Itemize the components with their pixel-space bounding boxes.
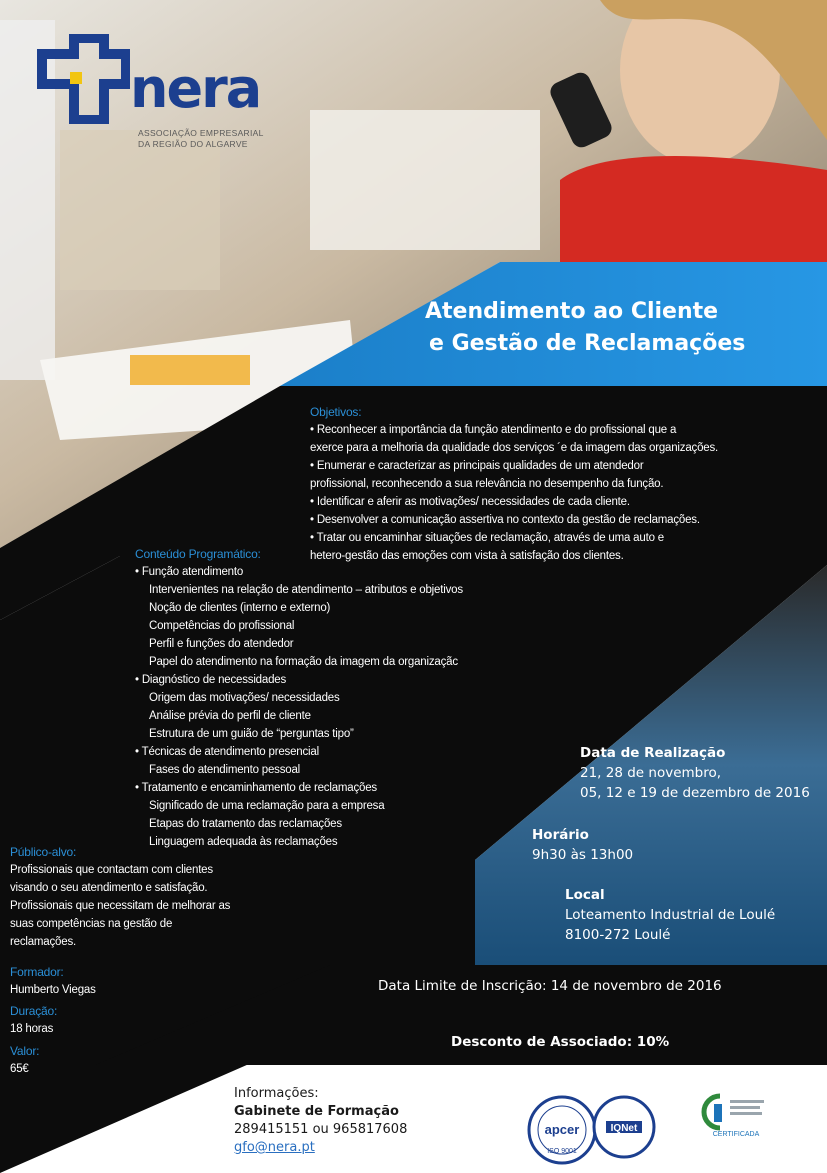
iqnet-label: IQNet xyxy=(610,1123,638,1134)
objetivos-line: exerce para a melhoria da qualidade dos serviços ´e da imagem das organizações. xyxy=(310,442,719,454)
horario-heading: Horário xyxy=(532,827,589,843)
conteudo-subitem: Perfil e funções do atendedor xyxy=(149,638,294,650)
conteudo-item: • Tratamento e encaminhamento de reclamações xyxy=(135,782,377,794)
conteudo-subitem: Etapas do tratamento das reclamações xyxy=(149,818,342,830)
objetivos-section xyxy=(310,403,810,565)
formador-section xyxy=(10,963,96,999)
conteudo-item: • Função atendimento xyxy=(135,566,244,578)
formador-value: Humberto Viegas xyxy=(10,984,96,996)
conteudo-subitem: Intervenientes na relação de atendimento – atributos e objetivos xyxy=(149,584,463,596)
conteudo-subitem: Análise prévia do perfil de cliente xyxy=(149,710,311,722)
course-title xyxy=(425,296,825,360)
conteudo-subitem: Noção de clientes (interno e externo) xyxy=(149,602,331,614)
data-realizacao-line: 05, 12 e 19 de dezembro de 2016 xyxy=(580,785,810,801)
contact-info xyxy=(234,1085,407,1157)
data-realizacao-heading: Data de Realização xyxy=(580,745,726,761)
logo-subtitle-line2: DA REGIÃO DO ALGARVE xyxy=(138,139,248,149)
duracao-heading: Duração: xyxy=(10,1004,58,1018)
local-line: 8100-272 Loulé xyxy=(565,927,671,943)
objetivos-line: hetero-gestão das emoções com vista à satisfação dos clientes. xyxy=(310,550,624,562)
horario-value: 9h30 às 13h00 xyxy=(532,847,634,863)
course-title-line2: e Gestão de Reclamações xyxy=(429,331,746,356)
iso-label: ISO 9001 xyxy=(547,1148,577,1155)
logo-subtitle-line1: ASSOCIAÇÃO EMPRESARIAL xyxy=(138,128,264,138)
objetivos-line: profissional, reconhecendo a sua relevância no desempenho da função. xyxy=(310,478,664,490)
publico-line: reclamações. xyxy=(10,936,76,948)
objetivos-line: • Desenvolver a comunicação assertiva no contexto da gestão de reclamações. xyxy=(310,514,700,526)
contact-phones: 289415151 ou 965817608 xyxy=(234,1122,408,1137)
logo-subtitle xyxy=(138,128,264,150)
publico-line: Profissionais que contactam com clientes xyxy=(10,864,213,876)
formador-heading: Formador: xyxy=(10,965,64,979)
contact-department: Gabinete de Formação xyxy=(234,1104,399,1119)
nera-logo xyxy=(30,28,270,149)
conteudo-heading: Conteúdo Programático: xyxy=(135,547,261,561)
objetivos-heading: Objetivos: xyxy=(310,405,362,419)
publico-line: suas competências na gestão de xyxy=(10,918,173,930)
contact-label: Informações: xyxy=(234,1086,319,1101)
conteudo-subitem: Fases do atendimento pessoal xyxy=(149,764,301,776)
conteudo-subitem: Estrutura de um guião de “perguntas tipo” xyxy=(149,728,354,740)
publico-line: visando o seu atendimento e satisfação. xyxy=(10,882,208,894)
conteudo-subitem: Significado de uma reclamação para a empresa xyxy=(149,800,385,812)
logo-wordmark: nera xyxy=(130,57,261,120)
conteudo-item: • Técnicas de atendimento presencial xyxy=(135,746,319,758)
local-heading: Local xyxy=(565,887,605,903)
apcer-certification-icon xyxy=(527,1095,597,1165)
valor-heading: Valor: xyxy=(10,1044,40,1058)
iqnet-certification-icon xyxy=(592,1095,656,1159)
local-section xyxy=(565,885,775,945)
conteudo-item: • Diagnóstico de necessidades xyxy=(135,674,287,686)
conteudo-subitem: Competências do profissional xyxy=(149,620,295,632)
contact-email-link[interactable]: gfo@nera.pt xyxy=(234,1140,315,1155)
data-realizacao-line: 21, 28 de novembro, xyxy=(580,765,722,781)
data-realizacao-section xyxy=(580,743,810,803)
objetivos-line: • Tratar ou encaminhar situações de reclamação, através de uma auto e xyxy=(310,532,664,544)
member-discount: Desconto de Associado: 10% xyxy=(451,1034,670,1050)
duracao-value: 18 horas xyxy=(10,1023,54,1035)
local-line: Loteamento Industrial de Loulé xyxy=(565,907,776,923)
paper-stack xyxy=(310,110,540,250)
objetivos-line: • Enumerar e caracterizar as principais qualidades de um atendedor xyxy=(310,460,644,472)
objetivos-line: • Reconhecer a importância da função atendimento e do profissional que a xyxy=(310,424,677,436)
apcer-label: apcer xyxy=(544,1122,580,1137)
valor-value: 65€ xyxy=(10,1063,29,1075)
publico-section xyxy=(10,843,280,951)
horario-section xyxy=(532,825,633,865)
registration-deadline: Data Limite de Inscrição: 14 de novembro de 2016 xyxy=(378,978,722,994)
duracao-section xyxy=(10,1002,57,1038)
valor-section xyxy=(10,1042,39,1078)
conteudo-section xyxy=(135,545,575,851)
publico-line: Profissionais que necessitam de melhorar as xyxy=(10,900,231,912)
nera-cross-icon xyxy=(34,34,130,124)
course-title-line1: Atendimento ao Cliente xyxy=(425,299,719,324)
publico-heading: Público-alvo: xyxy=(10,845,77,859)
conteudo-subitem: Linguagem adequada às reclamações xyxy=(149,836,338,848)
objetivos-line: • Identificar e aferir as motivações/ necessidades de cada cliente. xyxy=(310,496,630,508)
conteudo-subitem: Origem das motivações/ necessidades xyxy=(149,692,340,704)
entidade-label: CERTIFICADA xyxy=(712,1131,760,1138)
conteudo-subitem: Papel do atendimento na formação da imagem da organizaçãc xyxy=(149,656,458,668)
entidade-certificada-icon xyxy=(700,1090,770,1160)
